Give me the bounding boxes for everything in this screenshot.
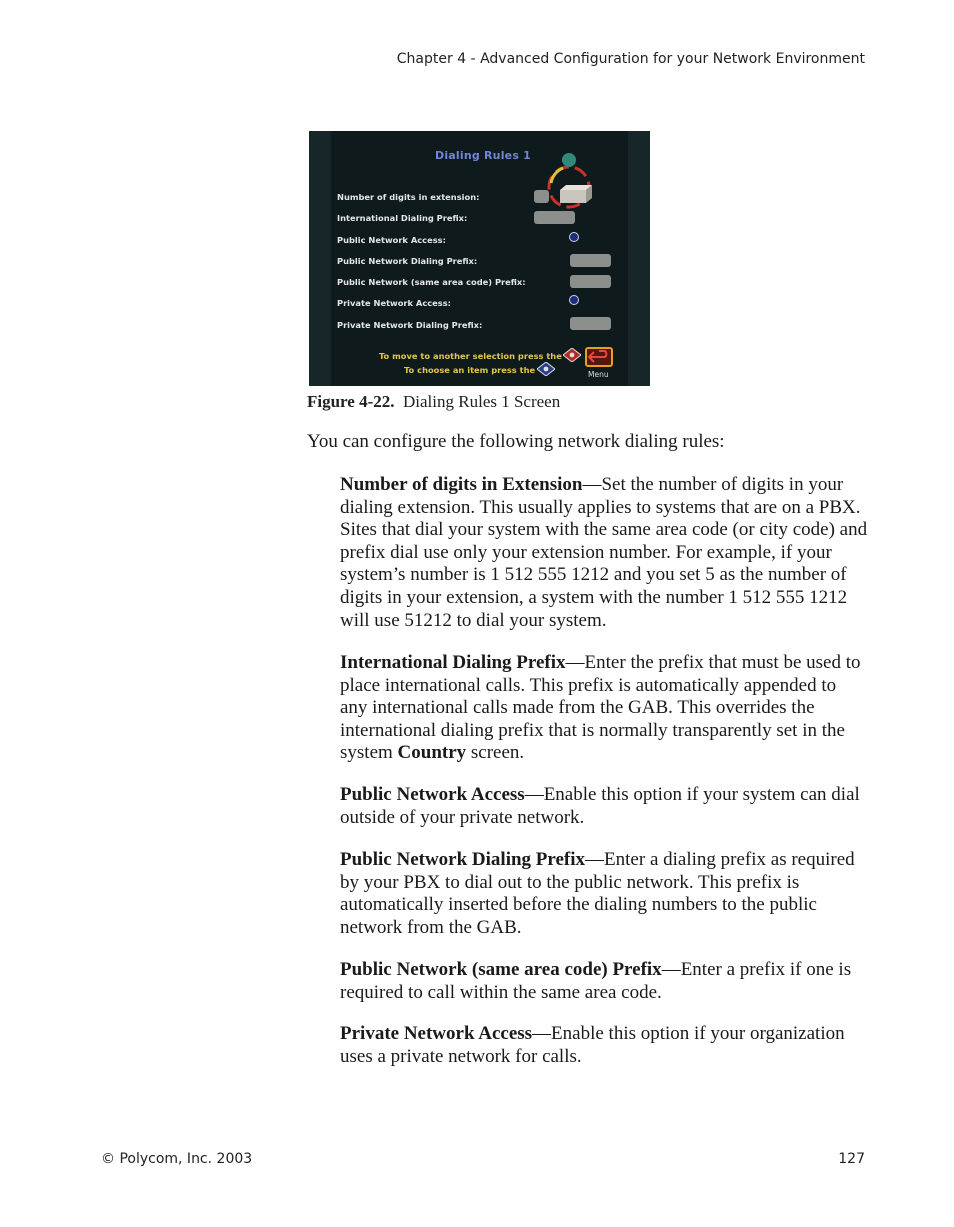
select-key-icon (537, 362, 555, 376)
move-hint: To move to another selection press the (379, 351, 562, 361)
rule-description (340, 784, 868, 829)
private-dialing-prefix-field[interactable] (570, 317, 611, 330)
rule-term: Number of digits in Extension (340, 474, 583, 495)
rule-body: —Enable this option if your system can dial outside of your private network. (340, 784, 860, 828)
private-network-access-radio[interactable] (569, 295, 579, 305)
rule-description (340, 849, 868, 939)
figure-title: Dialing Rules 1 Screen (403, 392, 561, 411)
screen-row-label: Private Network Dialing Prefix: (337, 320, 483, 330)
page-number: 127 (838, 1151, 865, 1167)
rule-body: —Enable this option if your organization uses a private network for calls. (340, 1023, 845, 1067)
screen-bezel-left (309, 131, 331, 386)
back-arrow-icon (587, 349, 611, 365)
rule-body: —Enter a dialing prefix as required by your PBX to dial out to the public network. This prefix is automatically inserted before the dialing numbers to the public network from the GAB. (340, 849, 855, 938)
rule-body-tail: screen. (466, 742, 525, 764)
public-dialing-prefix-field[interactable] (570, 254, 611, 267)
network-globe-icon (537, 149, 617, 217)
rule-body: —Set the number of digits in your dialing extension. This usually applies to systems that are on a PBX. Sites that dial your system with the same area code (or city code) and prefix dial use only your extension number. For example, if your system’s number is 1 512 555 1212 and you set 5 as the number of digits in your extension, a system with the number 1 512 555 1212 will use 51212 to dial your system. (340, 474, 868, 631)
screen-row-label: Public Network (same area code) Prefix: (337, 277, 526, 287)
figure-number: Figure 4-22. (307, 392, 395, 411)
screen-bezel-right (628, 131, 650, 386)
rule-term: Public Network (same area code) Prefix (340, 959, 662, 980)
rule-description (340, 959, 868, 1004)
rule-description (340, 1023, 868, 1068)
rule-description (340, 474, 868, 632)
screen-title: Dialing Rules 1 (435, 149, 531, 162)
arrow-keys-icon (563, 348, 581, 362)
footer-copyright: © Polycom, Inc. 2003 (101, 1151, 253, 1167)
dialing-rules-screenshot (309, 131, 650, 386)
public-same-area-prefix-field[interactable] (570, 275, 611, 288)
screen-row-label: Private Network Access: (337, 298, 451, 308)
rule-body: —Enter the prefix that must be used to place international calls. This prefix is automatically appended to any international calls made from the GAB. This overrides the international dialing prefix that is normally transparently set in the system (340, 652, 861, 764)
menu-button[interactable] (585, 347, 613, 367)
rule-term: Private Network Access (340, 1023, 533, 1044)
country-screen-term: Country (397, 742, 467, 764)
screen-row-label: International Dialing Prefix: (337, 213, 468, 223)
choose-hint: To choose an item press the (404, 365, 536, 375)
screen-row-label: Public Network Dialing Prefix: (337, 256, 478, 266)
running-header: Chapter 4 - Advanced Configuration for your Network Environment (396, 51, 865, 67)
rule-term: International Dialing Prefix (340, 652, 566, 673)
figure-caption (307, 392, 560, 412)
menu-label: Menu (588, 370, 609, 379)
rule-term: Public Network Access (340, 784, 525, 805)
international-prefix-field[interactable] (534, 211, 575, 224)
public-network-access-radio[interactable] (569, 232, 579, 242)
rule-term: Public Network Dialing Prefix (340, 849, 586, 870)
rule-description (340, 652, 868, 765)
screen-row-label: Number of digits in extension: (337, 192, 480, 202)
extension-digits-field[interactable] (534, 190, 549, 203)
screen-row-label: Public Network Access: (337, 235, 446, 245)
rule-body: —Enter a prefix if one is required to call within the same area code. (340, 959, 852, 1003)
intro-text: You can configure the following network dialing rules: (307, 431, 725, 452)
